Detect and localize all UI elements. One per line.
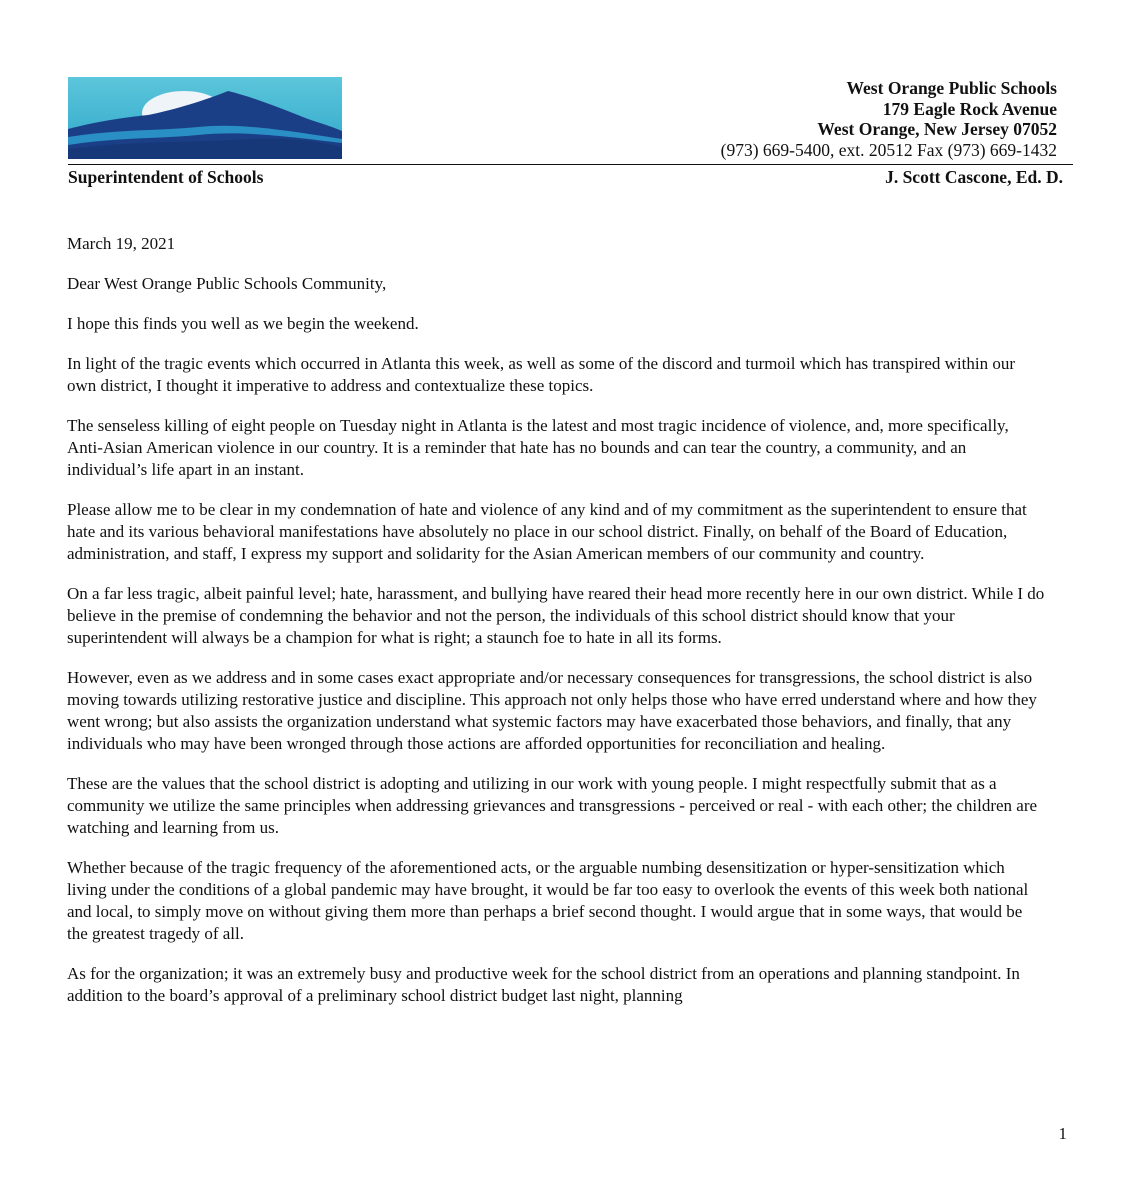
letter-date: March 19, 2021 (67, 234, 176, 253)
letter-paragraph: I hope this finds you well as we begin the weekend. (67, 314, 419, 333)
mountain-moon-logo-icon (68, 77, 342, 159)
header-divider (68, 164, 1073, 165)
district-logo (68, 77, 342, 159)
superintendent-name: J. Scott Cascone, Ed. D. (885, 167, 1063, 187)
letter-paragraph: In light of the tragic events which occurred in Atlanta this week, as well as some of the discord and turmoil which has transpired within our own district, I thought it imperative to address and contextualize these topics. (67, 354, 1015, 395)
letter-paragraph: Please allow me to be clear in my condemnation of hate and violence of any kind and of my commitment as the superintendent to ensure that hate and its various behavioral manifestations have absolutely no place in our school district. Finally, on behalf of the Board of Education, administration, and staff, I express my support and solidarity for the Asian American members of our community and country. (67, 500, 1027, 563)
street-address: 179 Eagle Rock Avenue (882, 98, 1057, 119)
page-number: 1 (1058, 1124, 1067, 1143)
letter-paragraph: However, even as we address and in some cases exact appropriate and/or necessary consequences for transgressions, the school district is also moving towards utilizing restorative justice and discipline. This approach not only helps those who have erred understand where and how they went wrong; but also assists the organization understand what systemic factors may have exacerbated those behaviors, and finally, that any individuals who may have been wronged through those actions are afforded opportunities for reconciliation and healing. (67, 668, 1037, 753)
letter-paragraph: As for the organization; it was an extremely busy and productive week for the school district from an operations and planning standpoint. In addition to the board’s approval of a preliminary school district budget last night, planning (67, 964, 1020, 1005)
phone-fax: (973) 669-5400, ext. 20512 Fax (973) 669-1432 (720, 139, 1057, 160)
org-name: West Orange Public Schools (846, 78, 1057, 98)
letter-paragraph: These are the values that the school district is adopting and utilizing in our work with young people. I might respectfully submit that as a community we utilize the same principles when addressing grievances and transgressions - perceived or real - with each other; the children are watching and learning from us. (67, 774, 1038, 837)
city-state-zip: West Orange, New Jersey 07052 (817, 119, 1057, 139)
letter-salutation: Dear West Orange Public Schools Community, (67, 274, 387, 293)
letter-paragraph: On a far less tragic, albeit painful level; hate, harassment, and bullying have reared their head more recently here in our own district. While I do believe in the premise of condemning the behavior and not the person, the individuals of this school district should know that your superintendent will always be a champion for what is right; a staunch foe to hate in all its forms. (67, 584, 1045, 647)
letter-paragraph: The senseless killing of eight people on Tuesday night in Atlanta is the latest and most tragic incidence of violence, and, more specifically, Anti-Asian American violence in our country. It is a reminder that hate has no bounds and can tear the country, a community, and an individual’s life apart in an instant. (67, 416, 1009, 479)
superintendent-title: Superintendent of Schools (68, 167, 264, 187)
letter-paragraph: Whether because of the tragic frequency of the aforementioned acts, or the arguable numbing desensitization or hyper-sensitization which living under the conditions of a global pandemic may have brought, it would be far too easy to overlook the events of this week both national and local, to simply move on without giving them more than perhaps a brief second thought. I would argue that in some ways, that would be the greatest tragedy of all. (67, 858, 1029, 943)
letter-body (67, 233, 1047, 1025)
letterhead-address (721, 78, 1057, 160)
